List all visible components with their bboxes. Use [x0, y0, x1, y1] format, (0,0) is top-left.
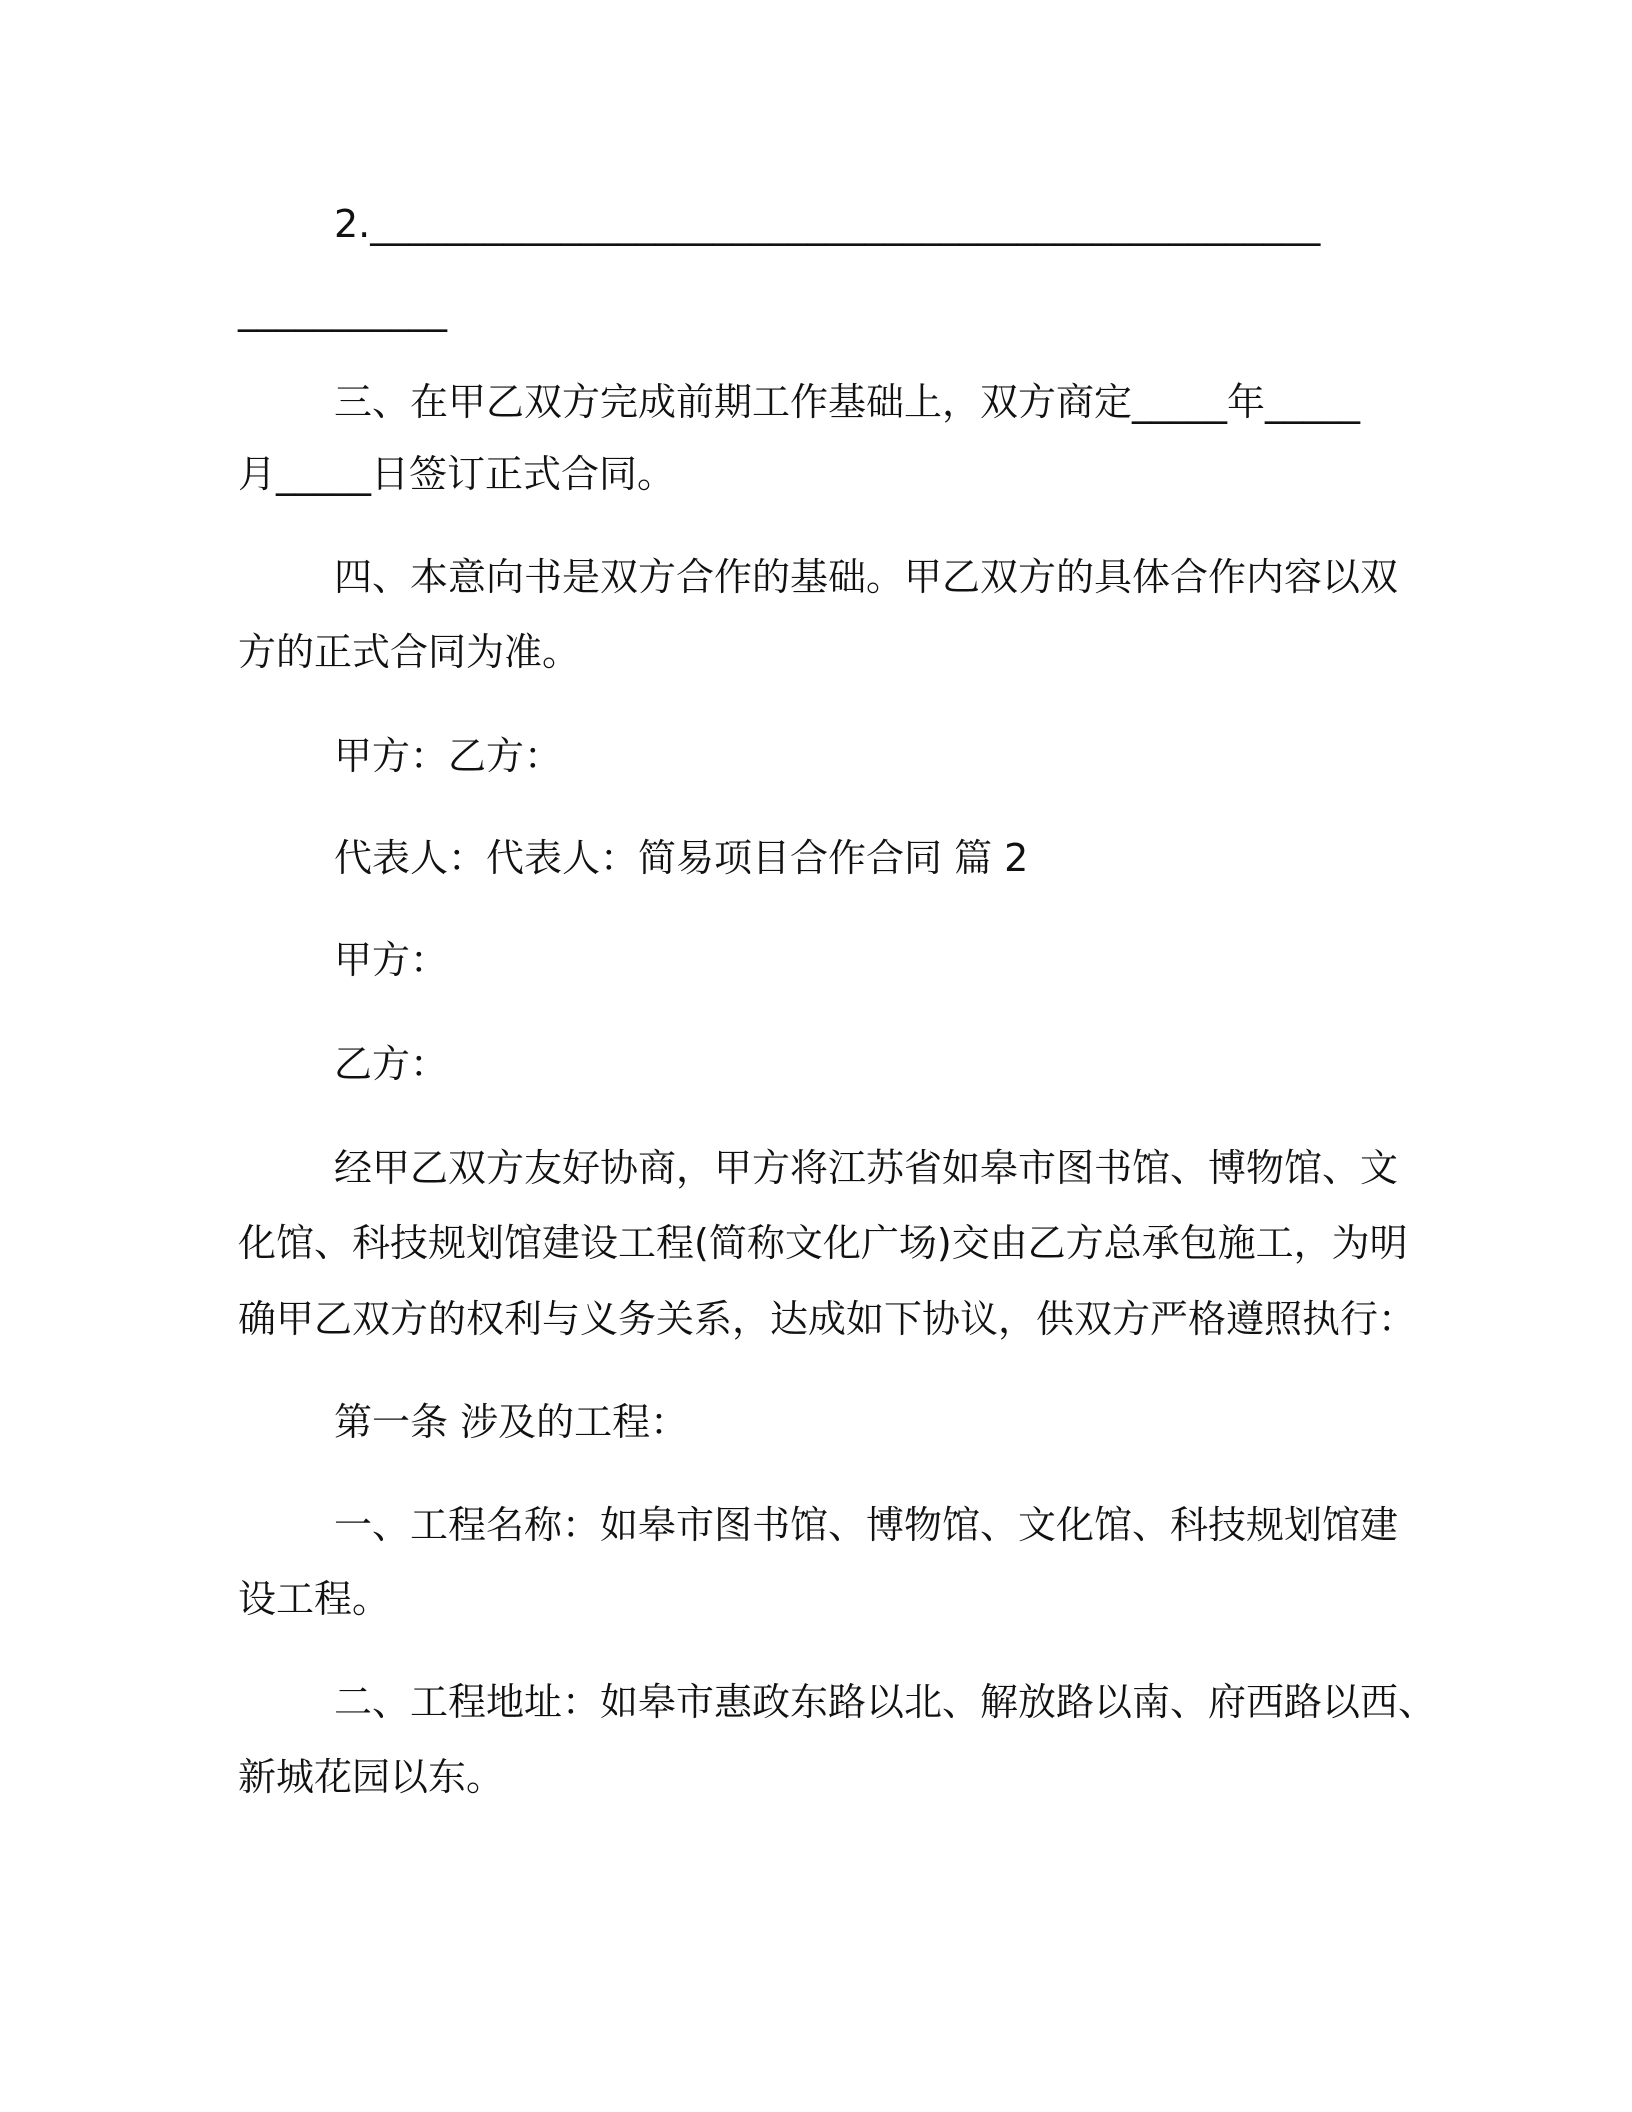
party-signature-line: 甲方：乙方：: [334, 734, 563, 778]
clause-3-line-1: 三、在甲乙双方完成前期工作基础上，双方商定_____年_____: [334, 380, 1361, 424]
article-1-heading: 第一条 涉及的工程：: [334, 1400, 689, 1444]
preamble-line-1: 经甲乙双方友好协商，甲方将江苏省如皋市图书馆、博物馆、文: [334, 1146, 1399, 1190]
party-b-label: 乙方：: [334, 1042, 449, 1086]
project-name-line-1: 一、工程名称：如皋市图书馆、博物馆、文化馆、科技规划馆建: [334, 1503, 1399, 1547]
representative-line-and-heading: 代表人：代表人：简易项目合作合同 篇 2: [334, 836, 1029, 880]
party-a-label: 甲方：: [334, 938, 449, 982]
item-2-blank-continuation: ___________: [238, 288, 447, 332]
project-address-line-2: 新城花园以东。: [238, 1755, 505, 1799]
clause-3-line-2: 月_____日签订正式合同。: [238, 452, 676, 496]
clause-4-line-2: 方的正式合同为准。: [238, 630, 581, 674]
preamble-line-3: 确甲乙双方的权利与义务关系，达成如下协议，供双方严格遵照执行：: [238, 1297, 1417, 1341]
preamble-line-2: 化馆、科技规划馆建设工程(简称文化广场)交由乙方总承包施工，为明: [238, 1221, 1408, 1265]
clause-4-line-1: 四、本意向书是双方合作的基础。甲乙双方的具体合作内容以双: [334, 555, 1399, 599]
project-address-line-1: 二、工程地址：如皋市惠政东路以北、解放路以南、府西路以西、: [334, 1680, 1437, 1724]
project-name-line-2: 设工程。: [238, 1577, 391, 1621]
item-2-blank-line: 2.__________________________________________________: [334, 202, 1321, 246]
